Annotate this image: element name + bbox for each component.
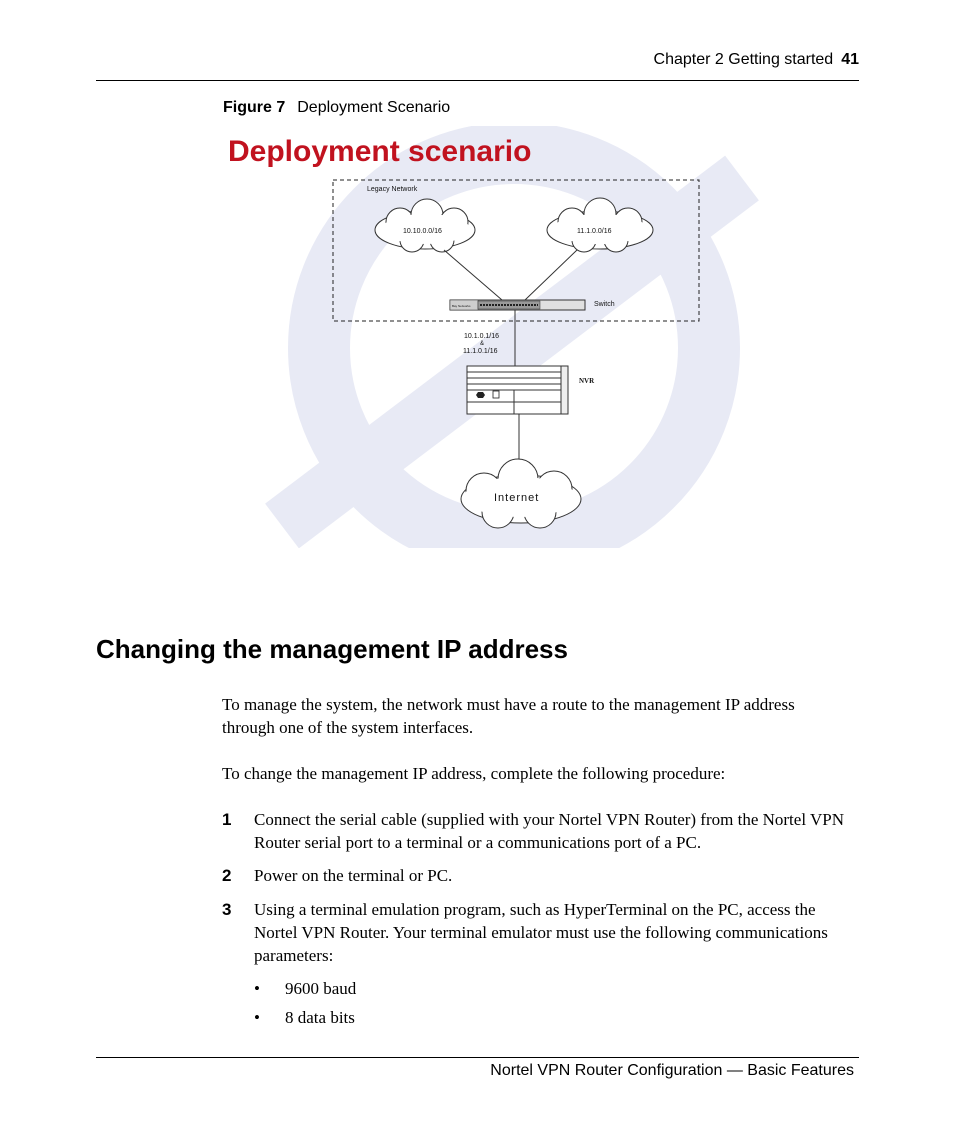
router-label: NVR [579, 377, 595, 385]
switch-label: Switch [594, 301, 615, 308]
bullet-symbol: • [254, 979, 260, 998]
vpn-router-icon [467, 366, 568, 414]
bullet-symbol: • [254, 1008, 260, 1027]
internet-label: Internet [494, 492, 540, 504]
link-left-cloud [444, 250, 502, 300]
section-title: Changing the management IP address [96, 634, 568, 664]
step-number: 1 [222, 810, 232, 829]
step-number: 2 [222, 866, 232, 885]
cloud-right-label: 11.1.0.0/16 [577, 228, 612, 235]
switch-tag: Bay Networks [452, 304, 471, 308]
intro-paragraph: To manage the system, the network must have a route to the management IP address through one of the system interfaces. [222, 695, 795, 737]
route-label-line1: 10.1.0.1/16 [464, 333, 500, 340]
route-label-line3: 11.1.0.1/16 [463, 348, 498, 355]
procedure-intro-paragraph: To change the management IP address, complete the following procedure: [222, 764, 726, 783]
step-text: Connect the serial cable (supplied with your Nortel VPN Router) from the Nortel VPN Router serial port to a terminal or a communications port of a PC. [254, 810, 845, 852]
footer-title: Nortel VPN Router Configuration — Basic Features [490, 1062, 854, 1079]
bullet-text: 8 data bits [285, 1008, 355, 1027]
bullet-text: 9600 baud [285, 979, 357, 998]
deployment-figure [222, 126, 802, 556]
figure-caption [223, 99, 450, 117]
step-text: Power on the terminal or PC. [254, 866, 453, 885]
page-number: 41 [841, 51, 859, 68]
route-label-line2: & [480, 341, 485, 347]
step-number: 3 [222, 900, 232, 919]
figure-label: Figure 7 [223, 99, 286, 116]
page-header [96, 50, 859, 81]
figure-caption-text: Deployment Scenario [297, 99, 451, 116]
step-text: Using a terminal emulation program, such as HyperTerminal on the PC, access the Nortel VPN Router. Your terminal emulator must use the following communications parameters: [254, 900, 828, 965]
cloud-left-label: 10.10.0.0/16 [403, 228, 442, 235]
legacy-network-label: Legacy Network [367, 186, 418, 193]
slide-title: Deployment scenario [228, 135, 532, 168]
page-footer [96, 1057, 859, 1079]
deployment-diagram [222, 126, 802, 556]
chapter-title: Chapter 2 Getting started [653, 51, 834, 68]
